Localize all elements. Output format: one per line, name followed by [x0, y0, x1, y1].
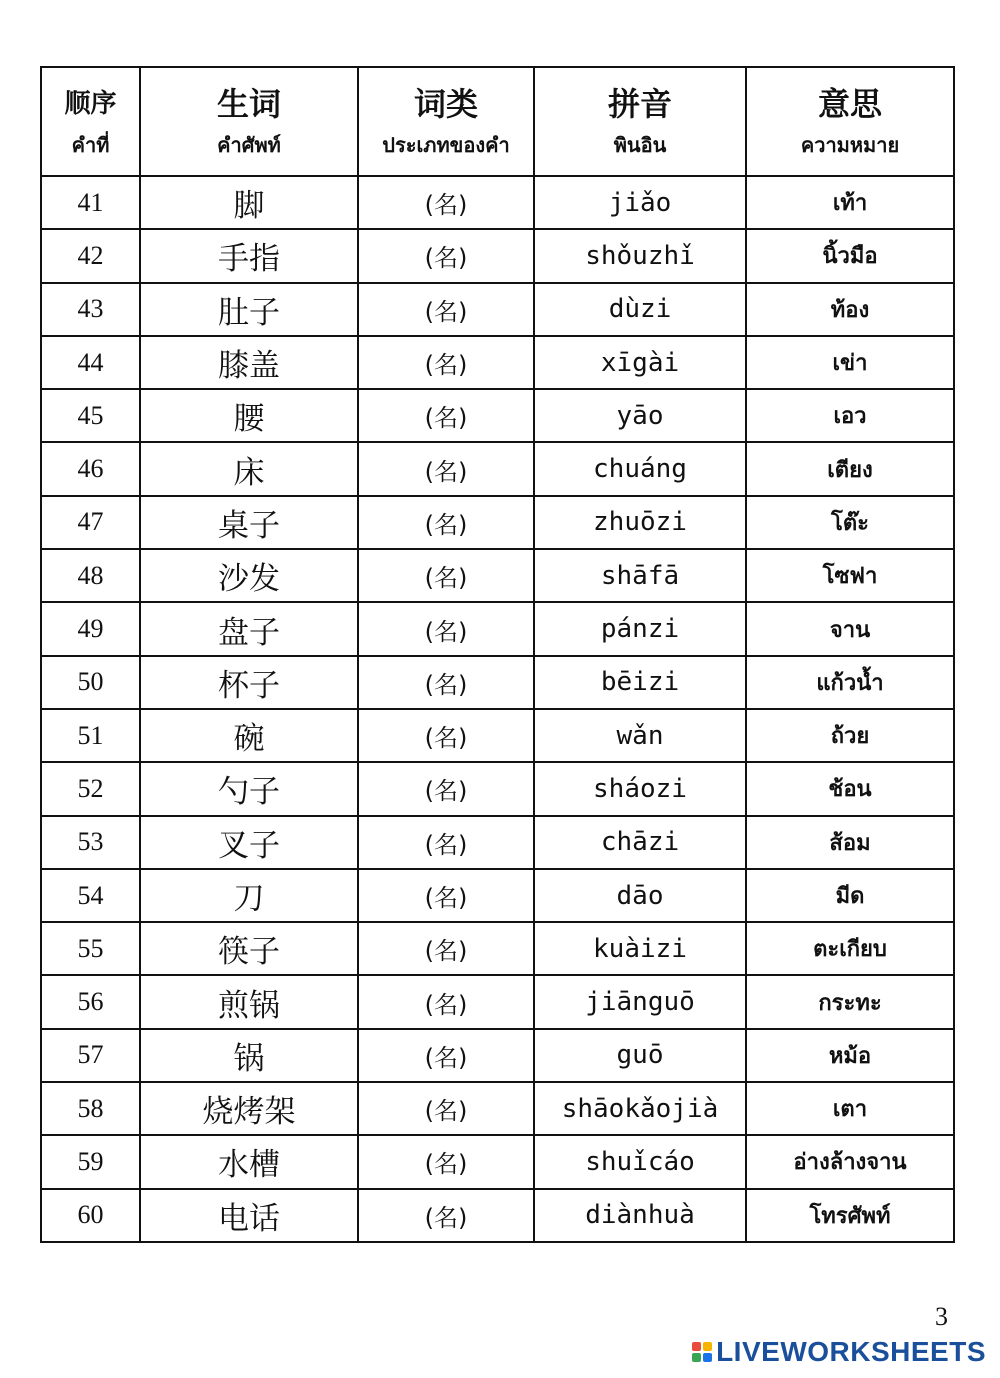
cell-type: (名) — [358, 922, 534, 975]
cell-pinyin: wǎn — [534, 709, 746, 762]
cell-pinyin: shāokǎojià — [534, 1082, 746, 1135]
table-row — [41, 442, 954, 495]
logo-square-2 — [703, 1342, 712, 1351]
cell-pinyin: guō — [534, 1029, 746, 1082]
cell-word: 肚子 — [140, 283, 358, 336]
cell-type: (名) — [358, 656, 534, 709]
cell-order: 47 — [41, 496, 140, 549]
header-pinyin-zh: 拼音 — [607, 84, 672, 123]
table-row — [41, 922, 954, 975]
cell-meaning: โทรศัพท์ — [746, 1189, 954, 1242]
cell-word: 勺子 — [140, 762, 358, 815]
cell-pinyin: pánzi — [534, 602, 746, 655]
header-type — [358, 67, 534, 176]
header-meaning — [746, 67, 954, 176]
cell-word: 筷子 — [140, 922, 358, 975]
table-row — [41, 283, 954, 336]
cell-pinyin: bēizi — [534, 656, 746, 709]
cell-word: 锅 — [140, 1029, 358, 1082]
cell-meaning: ตะเกียบ — [746, 922, 954, 975]
cell-order: 49 — [41, 602, 140, 655]
table-row — [41, 1189, 954, 1242]
cell-type: (名) — [358, 283, 534, 336]
cell-word: 脚 — [140, 176, 358, 229]
cell-pinyin: yāo — [534, 389, 746, 442]
cell-order: 60 — [41, 1189, 140, 1242]
cell-pinyin: diànhuà — [534, 1189, 746, 1242]
cell-order: 48 — [41, 549, 140, 602]
cell-type: (名) — [358, 176, 534, 229]
cell-word: 刀 — [140, 869, 358, 922]
cell-type: (名) — [358, 1135, 534, 1188]
table-row — [41, 496, 954, 549]
cell-word: 床 — [140, 442, 358, 495]
cell-meaning: จาน — [746, 602, 954, 655]
header-type-zh: 词类 — [413, 84, 478, 123]
cell-order: 53 — [41, 816, 140, 869]
cell-type: (名) — [358, 869, 534, 922]
cell-word: 膝盖 — [140, 336, 358, 389]
header-word — [140, 67, 358, 176]
cell-meaning: นิ้วมือ — [746, 229, 954, 282]
cell-type: (名) — [358, 816, 534, 869]
cell-pinyin: dāo — [534, 869, 746, 922]
table-body — [41, 176, 954, 1242]
cell-word: 烧烤架 — [140, 1082, 358, 1135]
table-row — [41, 389, 954, 442]
cell-type: (名) — [358, 229, 534, 282]
cell-word: 手指 — [140, 229, 358, 282]
page-number: 3 — [935, 1302, 948, 1331]
cell-meaning: เตา — [746, 1082, 954, 1135]
cell-order: 59 — [41, 1135, 140, 1188]
cell-pinyin: chāzi — [534, 816, 746, 869]
logo-square-3 — [692, 1353, 701, 1362]
cell-pinyin: xīgài — [534, 336, 746, 389]
liveworksheets-logo-icon — [692, 1342, 712, 1362]
table-row — [41, 602, 954, 655]
cell-word: 电话 — [140, 1189, 358, 1242]
cell-pinyin: zhuōzi — [534, 496, 746, 549]
cell-meaning: โซฟา — [746, 549, 954, 602]
cell-meaning: ช้อน — [746, 762, 954, 815]
cell-order: 43 — [41, 283, 140, 336]
header-word-th: คำศัพท์ — [217, 132, 281, 157]
header-order-zh: 顺序 — [64, 88, 117, 119]
cell-order: 51 — [41, 709, 140, 762]
cell-meaning: ท้อง — [746, 283, 954, 336]
table-row — [41, 549, 954, 602]
cell-word: 碗 — [140, 709, 358, 762]
cell-word: 杯子 — [140, 656, 358, 709]
header-meaning-th: ความหมาย — [800, 132, 900, 157]
cell-order: 52 — [41, 762, 140, 815]
brand-text: LIVEWORKSHEETS — [716, 1336, 986, 1367]
header-row — [41, 67, 954, 176]
header-meaning-zh: 意思 — [817, 84, 882, 123]
cell-meaning: กระทะ — [746, 975, 954, 1028]
table-row — [41, 975, 954, 1028]
header-order — [41, 67, 140, 176]
cell-pinyin: shuǐcáo — [534, 1135, 746, 1188]
table-row — [41, 656, 954, 709]
cell-meaning: เอว — [746, 389, 954, 442]
table-row — [41, 229, 954, 282]
table-header — [41, 67, 954, 176]
cell-pinyin: shǒuzhǐ — [534, 229, 746, 282]
table-row — [41, 869, 954, 922]
cell-pinyin: dùzi — [534, 283, 746, 336]
cell-meaning: เตียง — [746, 442, 954, 495]
cell-type: (名) — [358, 1029, 534, 1082]
table-row — [41, 1135, 954, 1188]
cell-type: (名) — [358, 549, 534, 602]
cell-type: (名) — [358, 389, 534, 442]
table-row — [41, 1029, 954, 1082]
cell-type: (名) — [358, 442, 534, 495]
cell-meaning: มีด — [746, 869, 954, 922]
cell-word: 腰 — [140, 389, 358, 442]
cell-type: (名) — [358, 602, 534, 655]
brand-footer[interactable] — [692, 1336, 986, 1368]
cell-meaning: อ่างล้างจาน — [746, 1135, 954, 1188]
table-row — [41, 1082, 954, 1135]
cell-pinyin: jiǎo — [534, 176, 746, 229]
cell-order: 44 — [41, 336, 140, 389]
cell-order: 42 — [41, 229, 140, 282]
cell-pinyin: shāfā — [534, 549, 746, 602]
table-row — [41, 176, 954, 229]
cell-word: 盘子 — [140, 602, 358, 655]
cell-type: (名) — [358, 1082, 534, 1135]
header-pinyin-th: พินอิน — [613, 132, 667, 157]
cell-meaning: เข่า — [746, 336, 954, 389]
cell-order: 57 — [41, 1029, 140, 1082]
cell-order: 45 — [41, 389, 140, 442]
cell-word: 桌子 — [140, 496, 358, 549]
cell-meaning: หม้อ — [746, 1029, 954, 1082]
table-row — [41, 762, 954, 815]
vocabulary-table — [40, 66, 955, 1243]
header-type-th: ประเภทของคำ — [382, 132, 510, 157]
cell-type: (名) — [358, 1189, 534, 1242]
cell-meaning: ถ้วย — [746, 709, 954, 762]
cell-meaning: เท้า — [746, 176, 954, 229]
cell-pinyin: chuáng — [534, 442, 746, 495]
cell-type: (名) — [358, 336, 534, 389]
cell-order: 54 — [41, 869, 140, 922]
cell-order: 56 — [41, 975, 140, 1028]
cell-word: 叉子 — [140, 816, 358, 869]
cell-order: 55 — [41, 922, 140, 975]
cell-word: 沙发 — [140, 549, 358, 602]
cell-type: (名) — [358, 496, 534, 549]
cell-pinyin: jiānguō — [534, 975, 746, 1028]
cell-type: (名) — [358, 709, 534, 762]
header-pinyin — [534, 67, 746, 176]
cell-meaning: โต๊ะ — [746, 496, 954, 549]
logo-square-4 — [703, 1353, 712, 1362]
header-order-th: คำที่ — [71, 132, 110, 157]
cell-pinyin: kuàizi — [534, 922, 746, 975]
cell-word: 煎锅 — [140, 975, 358, 1028]
cell-type: (名) — [358, 762, 534, 815]
cell-type: (名) — [358, 975, 534, 1028]
cell-order: 46 — [41, 442, 140, 495]
cell-order: 58 — [41, 1082, 140, 1135]
table-row — [41, 709, 954, 762]
cell-order: 41 — [41, 176, 140, 229]
table-row — [41, 336, 954, 389]
cell-word: 水槽 — [140, 1135, 358, 1188]
table-row — [41, 816, 954, 869]
cell-meaning: ส้อม — [746, 816, 954, 869]
cell-pinyin: sháozi — [534, 762, 746, 815]
logo-square-1 — [692, 1342, 701, 1351]
header-word-zh: 生词 — [216, 84, 281, 123]
cell-order: 50 — [41, 656, 140, 709]
cell-meaning: แก้วน้ำ — [746, 656, 954, 709]
